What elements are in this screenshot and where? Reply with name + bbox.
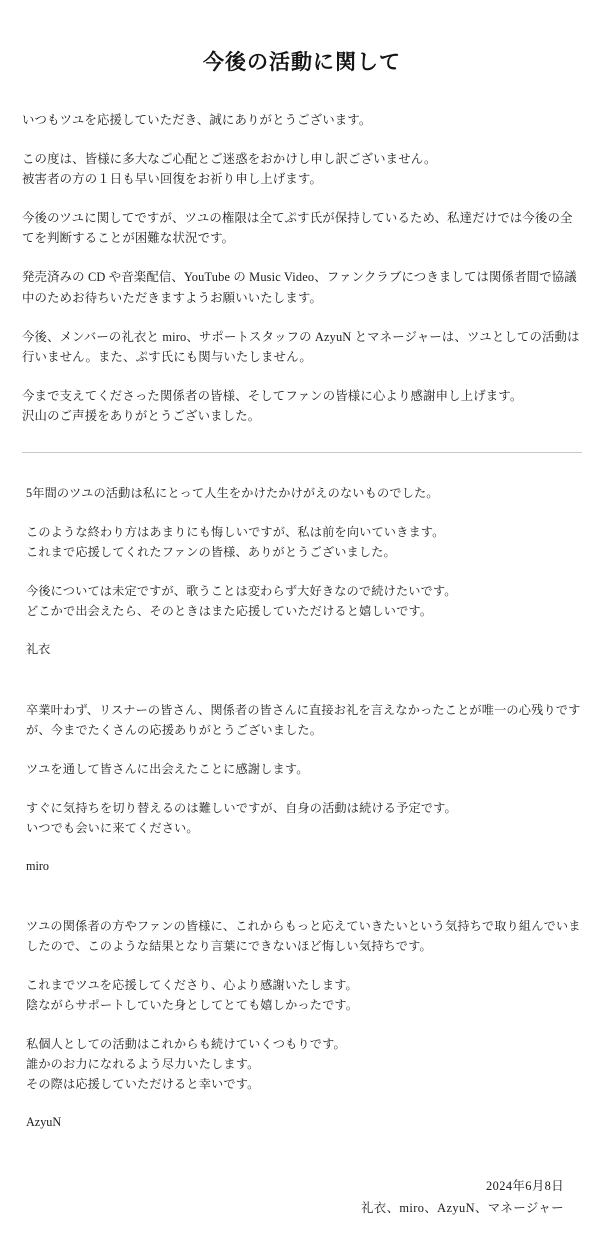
paragraph-line: 発売済みの CD や音楽配信、YouTube の Music Video、ファンクラブにつきましては関係者間で協議中のためお待ちいただきますようお願いいたします。 <box>22 270 577 305</box>
paragraph-line: いつでも会いに来てください。 <box>26 820 199 835</box>
spacer <box>22 888 582 916</box>
paragraph-line: 今後については未定ですが、歌うことは変わらず大好きなので続けたいです。 <box>26 584 457 599</box>
paragraph <box>26 700 582 740</box>
paragraph-line: このような終わり方はあまりにも悔しいですが、私は前を向いていきます。 <box>26 525 445 540</box>
paragraph-line: 今まで支えてくださった関係者の皆様、そしてファンの皆様に心より感謝申し上げます。 <box>22 388 523 403</box>
member-statement-miro <box>22 700 582 877</box>
member-statement-reii <box>22 483 582 660</box>
signature-miro: miro <box>26 858 50 873</box>
paragraph <box>22 327 582 367</box>
paragraph <box>26 759 582 779</box>
paragraph-line: 5年間のツユの活動は私にとって人生をかけたかけがえのないものでした。 <box>26 486 439 501</box>
paragraph <box>26 483 582 503</box>
paragraph-line: 被害者の方の１日も早い回復をお祈り申し上げます。 <box>22 172 322 187</box>
paragraph <box>22 149 582 189</box>
paragraph-line: 沢山のご声援をありがとうございました。 <box>22 408 261 423</box>
document-footer <box>22 1177 582 1218</box>
paragraph-line: これまで応援してくれたファンの皆様、ありがとうございました。 <box>26 545 396 560</box>
main-statement-section <box>22 110 582 426</box>
footer-signatories: 礼衣、miro、AzyuN、マネージャー <box>361 1201 564 1216</box>
paragraph <box>22 386 582 426</box>
paragraph-line: いつもツユを応援していただき、誠にありがとうございます。 <box>22 113 372 127</box>
paragraph <box>26 1034 582 1094</box>
paragraph <box>22 208 582 248</box>
spacer <box>22 672 582 700</box>
page-title: 今後の活動に関して <box>203 50 401 74</box>
signature-reii: 礼衣 <box>26 642 51 657</box>
paragraph <box>22 267 582 307</box>
section-divider <box>22 452 582 453</box>
member-statement-azyun <box>22 916 582 1133</box>
paragraph <box>26 916 582 956</box>
paragraph-line: 私個人としての活動はこれからも続けていくつもりです。 <box>26 1037 346 1052</box>
paragraph-line: この度は、皆様に多大なご心配とご迷惑をおかけし申し訳ございません。 <box>22 152 437 167</box>
paragraph-line: 今後、メンバーの礼衣と miro、サポートスタッフの AzyuN とマネージャーは、ツユとしての活動は行いません。また、ぷす氏にも関与いたしません。 <box>22 329 580 364</box>
footer-date: 2024年6月8日 <box>486 1178 564 1193</box>
paragraph-line: どこかで出会えたら、そのときはまた応援していただけると嬉しいです。 <box>26 604 433 619</box>
paragraph <box>22 110 582 130</box>
paragraph <box>26 581 582 621</box>
paragraph <box>26 522 582 562</box>
paragraph-line: ツユの関係者の方やファンの皆様に、これからもっと応えていきたいという気持ちで取り組んでいましたので、このような結果となり言葉にできないほど悔しい気持ちです。 <box>26 919 581 954</box>
paragraph-line: これまでツユを応援してくださり、心より感謝いたします。 <box>26 978 358 993</box>
paragraph <box>26 975 582 1015</box>
signature-azyun: AzyuN <box>26 1115 62 1130</box>
paragraph-line: すぐに気持ちを切り替えるのは難しいですが、自身の活動は続ける予定です。 <box>26 800 457 815</box>
paragraph-line: 卒業叶わず、リスナーの皆さん、関係者の皆さんに直接お礼を言えなかったことが唯一の心残りですが、今までたくさんの応援ありがとうございました。 <box>26 702 581 737</box>
paragraph-line: ツユを通して皆さんに出会えたことに感謝します。 <box>26 761 309 776</box>
paragraph-line: 誰かのお力になれるよう尽力いたします。 <box>26 1057 260 1072</box>
paragraph-line: 陰ながらサポートしていた身としてとても嬉しかったです。 <box>26 998 359 1013</box>
paragraph-line: その際は応援していただけると幸いです。 <box>26 1077 260 1092</box>
paragraph <box>26 798 582 838</box>
paragraph-line: 今後のツユに関してですが、ツユの権限は全てぷす氏が保持しているため、私達だけでは今後の全てを判断することが困難な状況です。 <box>22 211 573 246</box>
